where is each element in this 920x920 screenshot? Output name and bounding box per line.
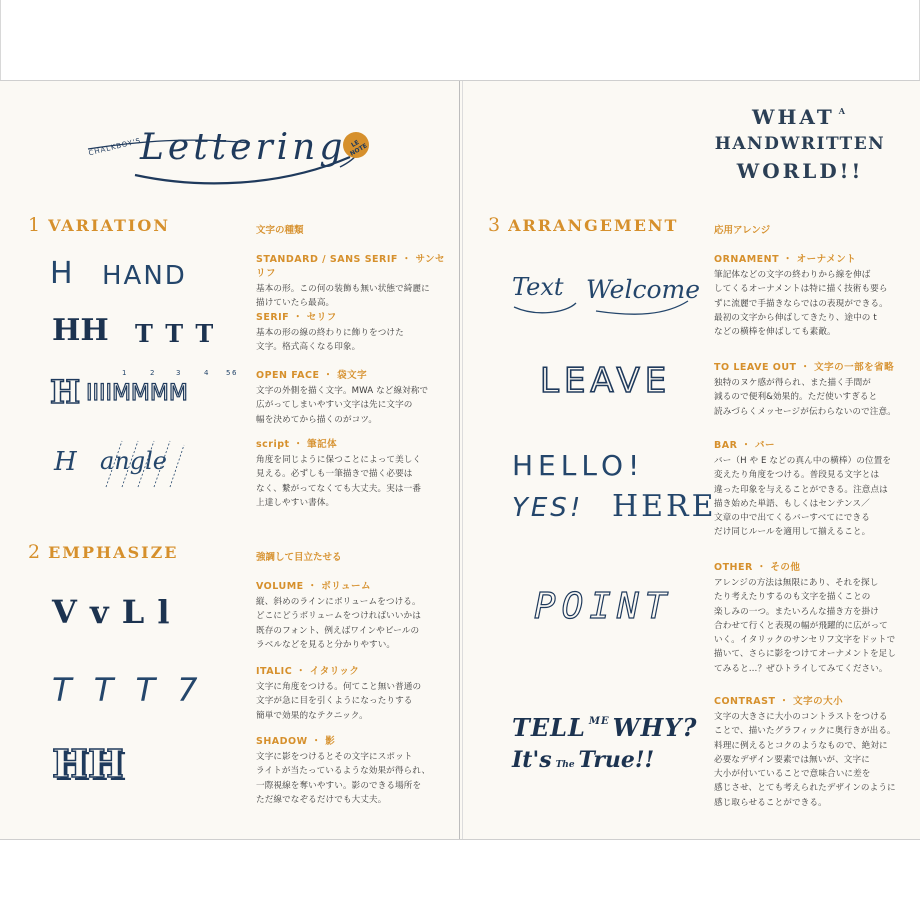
- section-variation-title: [28, 214, 170, 236]
- sample-bar-yes: YES!: [512, 493, 584, 523]
- entry-text: 独特のヌケ感が得られ、また描く手間が 減るので便利&効果的。ただ使いすぎると 読みづらくメッセージが伝わらないので注意。: [714, 378, 896, 417]
- sample-bar-hello: HELLO!: [512, 449, 645, 482]
- sample-ornament-welcome: Welcome: [586, 275, 701, 304]
- entry-heading: OTHER ・ その他: [714, 562, 801, 573]
- entry-text: バー（H や E などの真ん中の横棒）の位置を 変えたり角度をつける。普段見る文字とは 違った印象を与えることができる。注意点は 描き始めた単語、もしくはセンテンス／ 文章の中で出てくるバーすべてにできる だけ同じルールを適用して揃えること。: [714, 456, 892, 538]
- sample-standard-hand: HAND: [102, 261, 187, 291]
- headline-line3: WORLD!!: [736, 159, 864, 183]
- sample-italic: T T T 7: [52, 671, 204, 709]
- script-guides-icon: [96, 439, 186, 489]
- sample-serif-hh: HH: [52, 313, 109, 348]
- left-entry: [256, 578, 446, 652]
- page-gutter: [459, 81, 460, 839]
- entry-heading: STANDARD / SANS SERIF ・ サンセリフ: [256, 254, 446, 279]
- entry-text: 基本の形。この何の装飾も無い状態で綺麗に 描けていたら最高。: [256, 284, 430, 309]
- open-num: 3: [176, 369, 181, 377]
- headline: [700, 105, 900, 183]
- page-gutter-inner: [462, 81, 463, 839]
- entry-heading: script ・ 筆記体: [256, 439, 338, 450]
- entry-heading: TO LEAVE OUT ・ 文字の一部を省略: [714, 362, 895, 373]
- entry-heading: BAR ・ バー: [714, 440, 776, 451]
- open-num: 4: [204, 369, 209, 377]
- book-spread: [0, 80, 920, 840]
- section-title: VARIATION: [48, 216, 170, 235]
- sample-serif-t: T T T: [135, 319, 216, 348]
- entry-heading: ITALIC ・ イタリック: [256, 666, 360, 677]
- left-entry: [256, 663, 446, 723]
- section-title: EMPHASIZE: [48, 543, 179, 562]
- top-margin: [0, 0, 920, 80]
- entry-text: 文字に角度をつける。何てこと無い普通の 文字が急に目を引くようになったりする 簡単で効果的なテクニック。: [256, 682, 422, 721]
- entry-text: 文字に影をつけるとその文字にスポット ライトが当たっているような効果が得られ、 一際視線を奪いやすい。影のできる場所を ただ線でなぞるだけでも大丈夫。: [256, 752, 431, 805]
- right-entry: [714, 359, 906, 419]
- sample-script-angle: angle: [100, 447, 168, 475]
- left-entry: [256, 436, 446, 510]
- sample-standard-h: H: [50, 256, 73, 291]
- sample-shadow: HH: [52, 741, 124, 786]
- sample-point: POINT: [534, 586, 673, 627]
- open-num: 1: [122, 369, 127, 377]
- open-num: 2: [150, 369, 155, 377]
- logo-word: Lettering: [140, 127, 347, 168]
- logo-small-text: CHALKBOY'S: [87, 136, 143, 158]
- entry-text: 縦、斜めのラインにボリュームをつける。 どこにどうボリュームをつければいいかは 既存のフォント、例えばワインやビールの ラベルなどを見ると分かりやすい。: [256, 597, 421, 650]
- headline-line2: HANDWRITTEN: [714, 134, 886, 154]
- sample-contrast-line2: It's The True!!: [512, 747, 655, 773]
- ornament-swash-icon: [506, 293, 696, 323]
- left-entry: [256, 309, 446, 355]
- right-entry: [714, 251, 906, 339]
- sample-ornament-text: Text: [512, 273, 564, 301]
- headline-line1: WHAT $^A$: [752, 105, 848, 129]
- entry-heading: SERIF ・ セリフ: [256, 312, 337, 323]
- sample-leave: LEAVE: [540, 361, 672, 401]
- sample-script-h: H: [54, 447, 77, 477]
- left-entry: [256, 733, 446, 807]
- right-entry: [714, 559, 906, 676]
- entry-text: 文字の外側を描く文字。MWA など線対称で 広がってしまいやすい文字は先に文字の 幅を決めてから描くのがコツ。: [256, 386, 429, 425]
- section-number: 3: [488, 214, 501, 236]
- entry-text: 筆記体などの文字の終わりから線を伸ば してくるオーナメントは特に描く技術も要ら ずに流麗で手描きならではの表現ができる。 最初の文字から伸ばしてきたり、途中の t などの横棒を伸ばしても素敵。: [714, 270, 888, 338]
- sample-open-letters: IIIIMMMM: [86, 381, 188, 406]
- left-entry: [256, 251, 446, 311]
- left-entry: [256, 367, 446, 427]
- sample-bar-here: HERE: [612, 489, 717, 524]
- entry-heading: OPEN FACE ・ 袋文字: [256, 370, 368, 381]
- sample-open-h: H: [50, 373, 81, 411]
- entry-text: 文字の大きさに大小のコントラストをつける ことで、描いたグラフィックに奥行きが出る。 料理に例えるとコクのようなもので、絶対に 必要なデザイン要素では無いが、文字に 大小が付いていることで意味合いに差を 感じさせ、とても考えられたデザインのように 感じ取らせることができる。: [714, 712, 896, 808]
- open-num: 5: [226, 369, 231, 377]
- right-entry: [714, 693, 906, 810]
- entry-text: 角度を同じように保つことによって美しく 見える。必ずしも一筆描きで描く必要は なく、繋がってなくても大丈夫。実は一番 上達しやすい書体。: [256, 455, 422, 508]
- section-number: 2: [28, 541, 41, 563]
- sample-volume: V v L l: [52, 593, 171, 631]
- section-arrangement-title: [488, 214, 678, 236]
- section-subtitle: 強調して目立たせる: [256, 552, 342, 563]
- lettering-logo: [80, 123, 380, 193]
- sample-contrast-line1: TELL $^{ME}$ WHY?: [512, 713, 698, 742]
- section-emphasize-title: [28, 541, 178, 563]
- section-number: 1: [28, 214, 41, 236]
- entry-text: アレンジの方法は無限にあり、それを探し たり考えたりするのも文字を描くことの 楽しみの一つ。またいろんな描き方を掛け 合わせて行くと表現の幅が飛躍的に広がって いく。イタリックのサンセリフ文字をドットで 描いて、さらに影をつけてオーナメントを足し てみると…？ぜひトライしてみてください。: [714, 578, 897, 674]
- open-num: 6: [232, 369, 237, 377]
- right-entry: [714, 437, 906, 540]
- entry-text: 基本の形の線の終わりに飾りをつけた 文字。格式高くなる印象。: [256, 328, 404, 353]
- entry-heading: SHADOW ・ 影: [256, 736, 336, 747]
- logo-badge: LE NOTE: [349, 138, 369, 158]
- section-subtitle: 文字の種類: [256, 225, 304, 236]
- section-subtitle: 応用アレンジ: [714, 225, 771, 236]
- entry-heading: VOLUME ・ ボリューム: [256, 581, 371, 592]
- entry-heading: CONTRAST ・ 文字の大小: [714, 696, 844, 707]
- entry-heading: ORNAMENT ・ オーナメント: [714, 254, 857, 265]
- section-title: ARRANGEMENT: [508, 216, 679, 235]
